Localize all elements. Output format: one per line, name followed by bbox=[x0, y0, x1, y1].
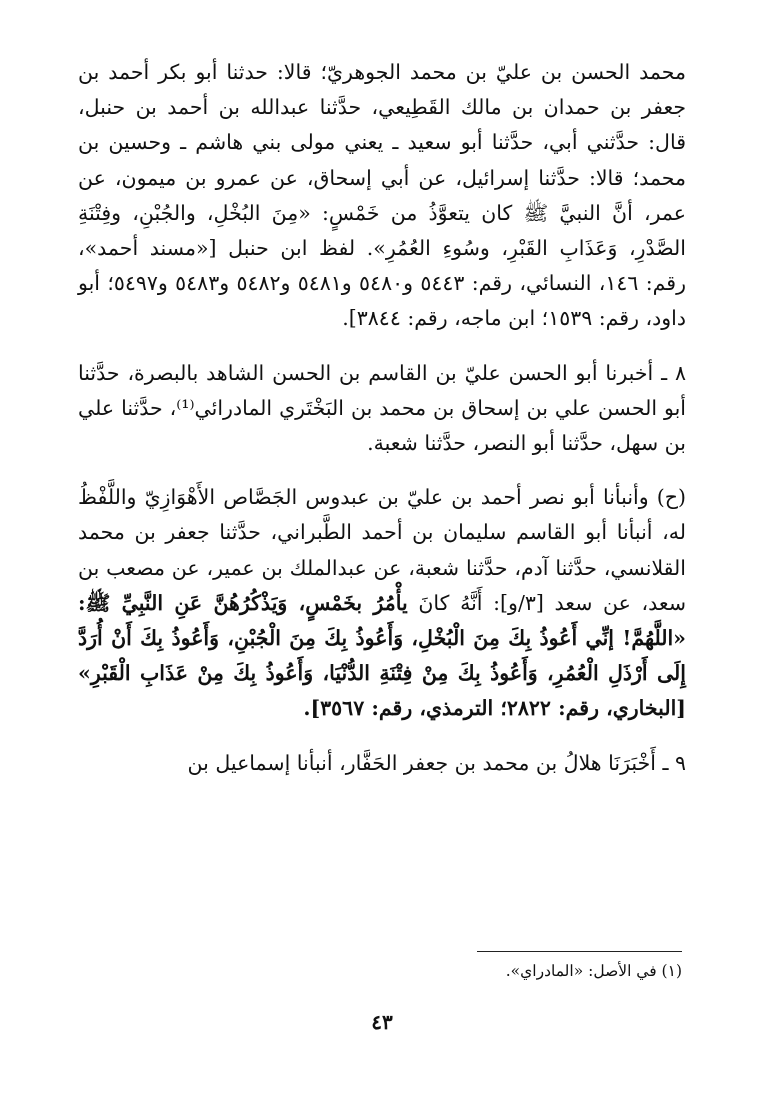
text-line: ٨ ـ أخبرنا أبو الحسن عليّ بن القاسم بن الحسن الشاهد bbox=[198, 360, 687, 385]
text-line: عبدالملك بن عمير، عن مصعب بن سعد، عن سعد [٣/و]: أَنَّهُ كانَ bbox=[78, 555, 686, 615]
main-text bbox=[78, 55, 686, 781]
hadith-text-line: وَأَعُوذُ بِكَ مِنْ فِتْنَةِ الدُّنْيَا، وَأَعُوذُ بِكَ مِنْ عَذَابِ الْقَبْرِ» [البخاري، رقم: bbox=[78, 661, 686, 721]
paragraph-1 bbox=[78, 55, 686, 337]
text-line: ابن حنبل [«مسند أحمد»، رقم: ١٤٦، النسائي، رقم: ٥٤٤٣ و٥٤٨٠ bbox=[78, 236, 686, 296]
hadith-text-line: الْبُخْلِ، وَأَعُوذُ بِكَ مِنَ الْجُبْنِ، وَأَعُوذُ بِكَ أَنْ أُرَدَّ إِلَى أَرْذَلِ الْعُمُرِ، bbox=[78, 626, 686, 686]
text-line: الأَهْوَازِيّ واللَّفْظُ له، أنبأنا أبو القاسم سليمان بن أحمد الطَّبراني، bbox=[78, 485, 687, 545]
paragraph-hadith-8 bbox=[78, 356, 686, 462]
hadith-text-line: يأْمُرُ بخَمْسٍ، وَيَذْكُرُهُنَّ عَنِ النَّبِيِّ ﷺ: «اللَّهُمَّ! إنِّي أَعُوذُ بِكَ مِنَ bbox=[78, 590, 686, 651]
text-line: ماجه، رقم: ٣٨٤٤]. bbox=[342, 306, 502, 331]
text-line: بالبصرة، حدَّثنا أبو الحسن علي بن إسحاق بن محمد بن البَخْتَري bbox=[78, 360, 686, 420]
footnote: (١) في الأصل: «المادراي». bbox=[505, 962, 682, 980]
text-line: أحمد بن حنبل، قال: حدَّثني أبي، حدَّثنا أبو سعيد ـ يعني مولى بني bbox=[78, 95, 686, 155]
text-line: عن عمرو بن ميمون، عن عمر، أنَّ النبيَّ ﷺ كان يتعوَّذُ من خَمْسٍ: bbox=[78, 165, 686, 225]
text-line: حدَّثنا جعفر بن محمد القلانسي، حدَّثنا آدم، حدَّثنا شعبة، عن bbox=[78, 520, 686, 580]
text-line: المادرائي⁽¹⁾، حدَّثنا علي بن سهل، حدَّثنا أبو النصر، حدَّثنا شعبة. bbox=[78, 395, 686, 456]
paragraph-hadith-9 bbox=[78, 746, 686, 781]
text-line: محمد الحسن بن عليّ بن محمد الجوهريّ؛ قالا: حدثنا أبو بكر bbox=[149, 60, 686, 84]
paragraph-chain-ha bbox=[78, 480, 686, 726]
text-line: و٥٤٨١ و٥٤٨٢ و٥٤٨٣ و٥٤٩٧؛ أبو داود، رقم: ١٥٣٩؛ ابن bbox=[78, 271, 686, 331]
text-line: (ح) وأنبأنا أبو نصر أحمد بن عليّ بن عبدوس الجَصَّاص bbox=[215, 485, 687, 510]
text-line: «مِنَ البُخْلِ، والجُبْنِ، وفِتْنَةِ الصَّدْرِ، وَعَذَابِ القَبْرِ، وسُوءِ العُمُرِ». لفظ bbox=[78, 200, 686, 261]
text-line: هاشم ـ وحسين بن محمد؛ قالا: حدَّثنا إسرائيل، عن أبي إسحاق، bbox=[78, 130, 687, 190]
page-number: ٤٣ bbox=[371, 1010, 393, 1034]
text-line: أحمد بن جعفر بن حمدان بن مالك القَطِيعي، حدَّثنا عبدالله بن bbox=[78, 60, 687, 120]
hadith-text-line: ٢٨٢٢؛ الترمذي، رقم: ٣٥٦٧]. bbox=[303, 696, 551, 721]
footnote-separator bbox=[477, 951, 682, 952]
text-line: ٩ ـ أَخْبَرَنَا هلالُ بن محمد بن جعفر الحَفَّار، أنبأنا إسماعيل بن bbox=[187, 750, 686, 775]
